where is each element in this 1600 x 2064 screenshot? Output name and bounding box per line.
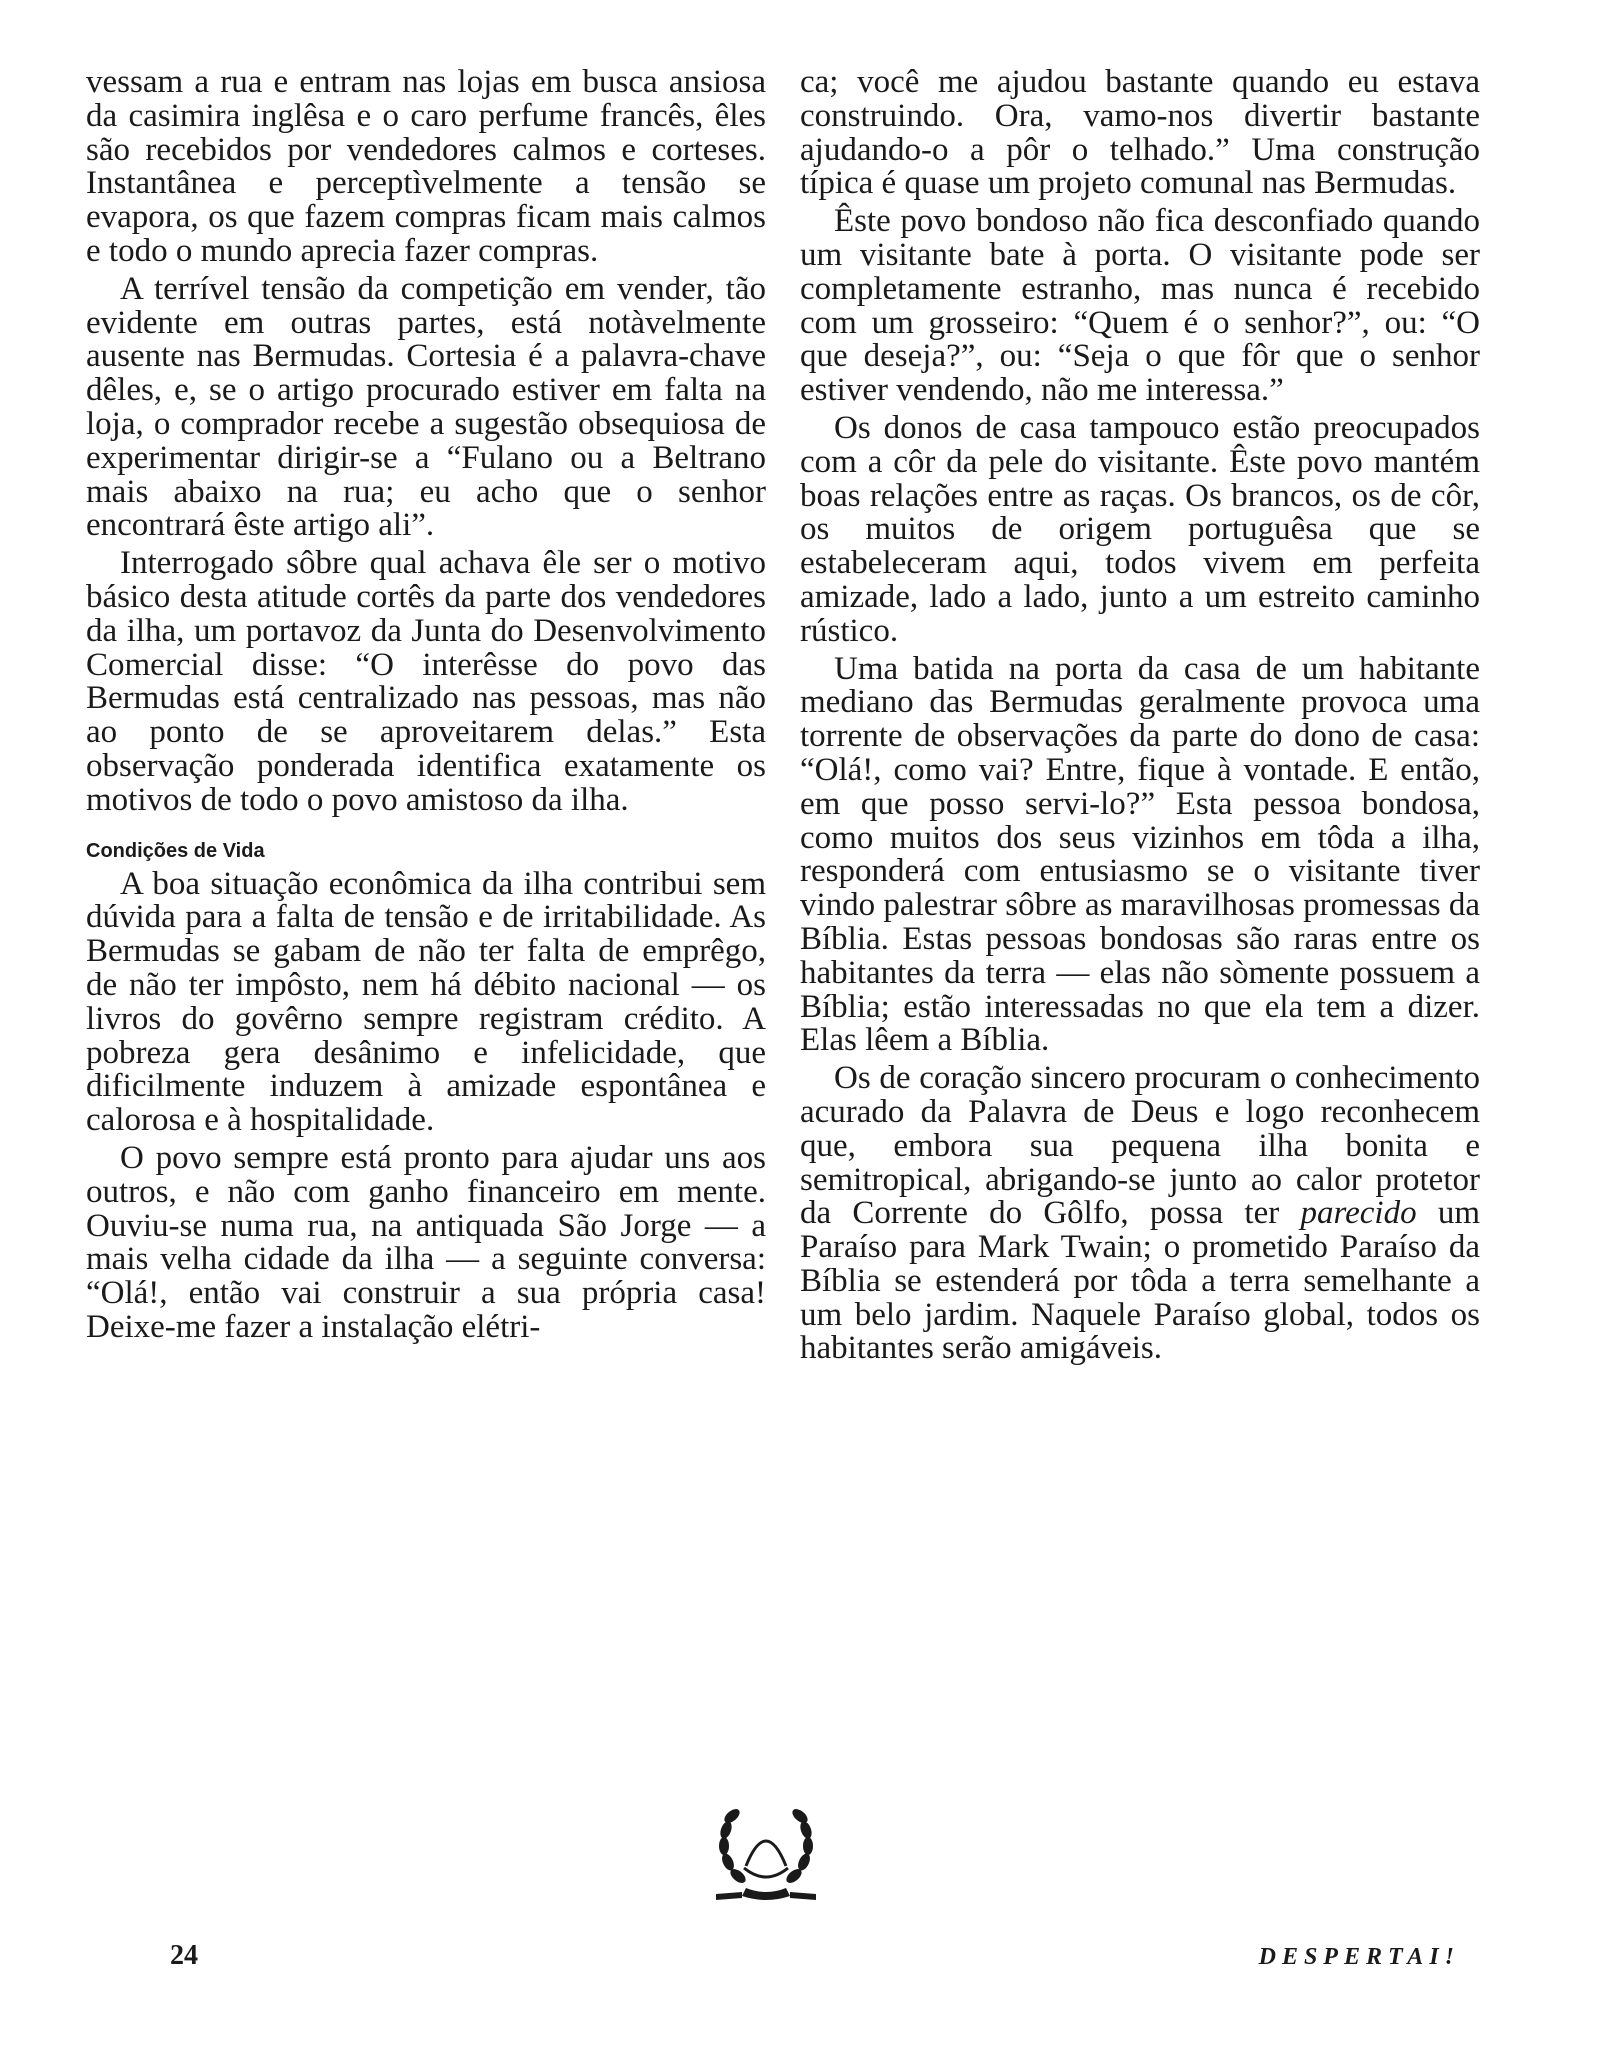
laurel-wreath-ornament-icon [706, 1796, 826, 1906]
paragraph: Êste povo bondoso não fica desconfiado quando um visitante bate à porta. O visitante pode ser completamente estranho, mas nunca é recebido com um grosseiro: “Quem é o senhor?”, ou: “O que deseja?”, ou: “Seja o que fôr que o senhor estiver vendendo, não me interessa.” [800, 203, 1480, 409]
section-subheading: Condições de Vida [86, 839, 265, 862]
paragraph-text: Os de coração sincero procuram o conhecimento acurado da Palavra de Deus e logo reconhecem que, embora sua pequena ilha bonita e semitropical, abrigando-se junto ao calor protetor da Corrente do Gôlfo, possa ter [800, 1060, 1480, 1232]
emphasized-word: parecido [1300, 1195, 1417, 1232]
paragraph: ca; você me ajudou bastante quando eu estava construindo. Ora, vamo-nos divertir bastante ajudando-o a pôr o telhado.” Uma construção típica é quase um projeto comunal nas Bermudas. [800, 64, 1480, 202]
right-column [800, 66, 1480, 1370]
left-column [86, 66, 766, 1349]
paragraph-text: um Paraíso para Mark Twain; o prometido Paraíso da Bíblia se estenderá por tôda a terra semelhante a um belo jardim. Naquele Paraíso global, todos os habitantes serão amigáveis. [800, 1195, 1480, 1367]
magazine-title: DESPERTAI! [1258, 1944, 1460, 1970]
paragraph: A terrível tensão da competição em vender, tão evidente em outras partes, está notàvelmente ausente nas Bermudas. Cortesia é a palavra-chave dêles, e, se o artigo procurado estiver em falta na loja, o comprador recebe a sugestão obsequiosa de experimentar dirigir-se a “Fulano ou a Beltrano mais abaixo na rua; eu acho que o senhor encontrará êste artigo ali”. [86, 270, 766, 544]
paragraph: Uma batida na porta da casa de um habitante mediano das Bermudas geralmente provoca uma torrente de observações da parte do dono de casa: “Olá!, como vai? Entre, fique à vontade. E então, em que posso servi-lo?” Esta pessoa bondosa, como muitos dos seus vizinhos em tôda a ilha, responderá com entusiasmo se o visitante tiver vindo palestrar sôbre as maravilhosas promessas da Bíblia. Estas pessoas bondosas são raras entre os habitantes da terra — elas não sòmente possuem a Bíblia; estão interessadas no que ela tem a dizer. Elas lêem a Bíblia. [800, 650, 1480, 1059]
paragraph: O povo sempre está pronto para ajudar uns aos outros, e não com ganho financeiro em mente. Ouviu-se numa rua, na antiquada São Jorge — a mais velha cidade da ilha — a seguinte conversa: “Olá!, então vai construir a sua própria casa! Deixe-me fazer a instalação elétri- [86, 1139, 766, 1345]
paragraph [800, 1062, 1480, 1366]
paragraph: vessam a rua e entram nas lojas em busca ansiosa da casimira inglêsa e o caro perfume francês, êles são recebidos por vendedores calmos e corteses. Instantânea e perceptìvelmente a tensão se evapora, os que fazem compras ficam mais calmos e todo o mundo aprecia fazer compras. [86, 64, 766, 269]
paragraph: Interrogado sôbre qual achava êle ser o motivo básico desta atitude cortês da parte dos vendedores da ilha, um portavoz da Junta do Desenvolvimento Comercial disse: “O interêsse do povo das Bermudas está centralizado nas pessoas, mas não ao ponto de se aproveitarem delas.” Esta observação ponderada identifica exatamente os motivos de todo o povo amistoso da ilha. [86, 545, 766, 818]
paragraph: A boa situação econômica da ilha contribui sem dúvida para a falta de tensão e de irritabilidade. As Bermudas se gabam de não ter falta de emprêgo, de não ter impôsto, nem há débito nacional — os livros do govêrno sempre registram crédito. A pobreza gera desânimo e infelicidade, que dificilmente induzem à amizade espontânea e calorosa e à hospitalidade. [86, 865, 766, 1139]
page-number: 24 [170, 1940, 198, 1971]
paragraph: Os donos de casa tampouco estão preocupados com a côr da pele do visitante. Êste povo mantém boas relações entre as raças. Os brancos, os de côr, os muitos de origem portuguêsa que se estabeleceram aqui, todos vivem em perfeita amizade, lado a lado, junto a um estreito caminho rústico. [800, 409, 1480, 649]
